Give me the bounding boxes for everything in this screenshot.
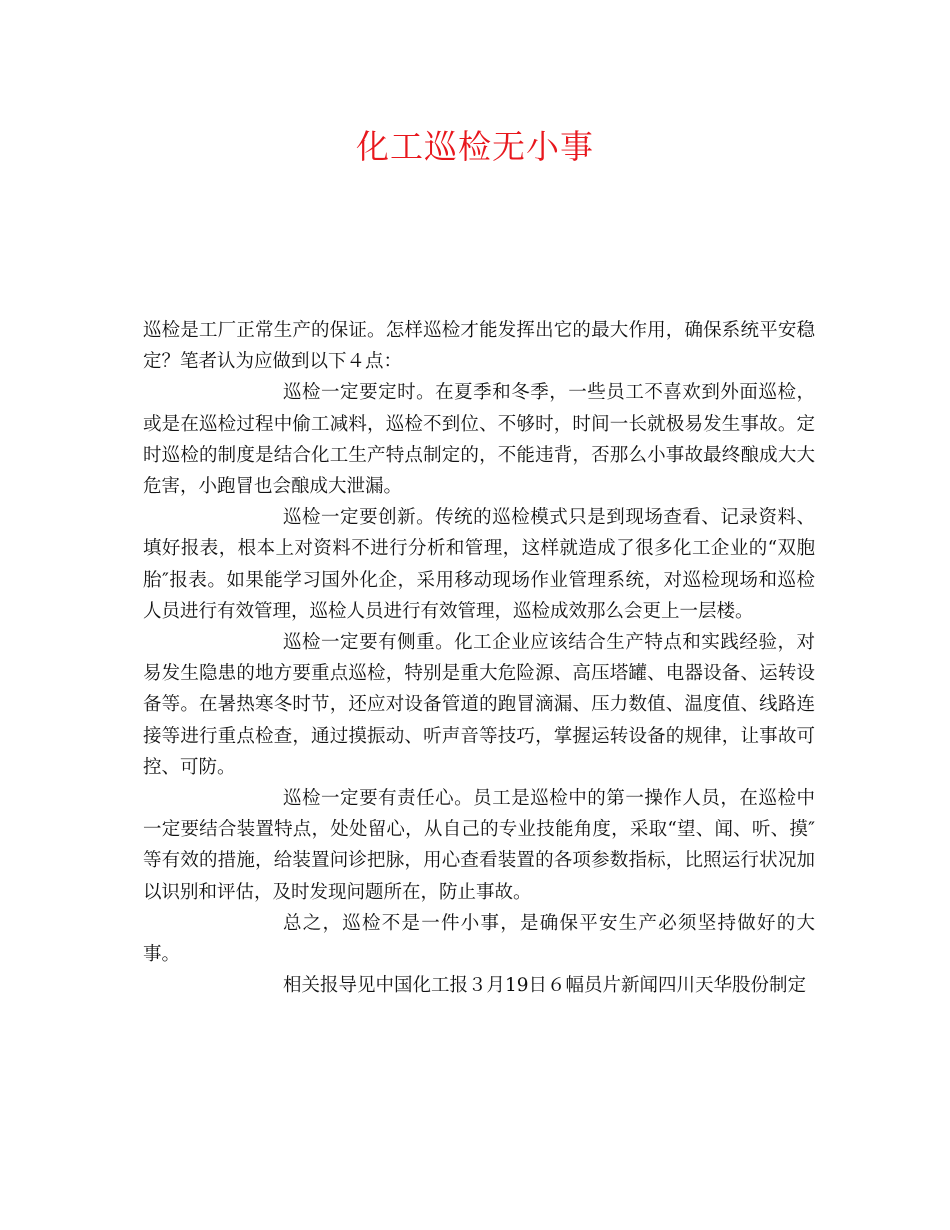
document-body: [143, 315, 815, 1001]
paragraph-timing: 巡检一定要定时。在夏季和冬季，一些员工不喜欢到外面巡检，或是在巡检过程中偷工减料，巡检不到位、不够时，时间一长就极易发生事故。定时巡检的制度是结合化工生产特点制定的，不能违背，否那么小事故最终酿成大大危害，小跑冒也会酿成大泄漏。: [143, 382, 815, 498]
document-title: 化工巡检无小事: [356, 127, 594, 166]
paragraph-responsibility: 巡检一定要有责任心。员工是巡检中的第一操作人员，在巡检中一定要结合装置特点，处处留心，从自己的专业技能角度，采取“望、闻、听、摸″等有效的措施，给装置问诊把脉，用心查看装置的各项参数指标，比照运行状况加以识别和评估，及时发现问题所在，防止事故。: [143, 788, 815, 903]
intro-paragraph: 巡检是工厂正常生产的保证。怎样巡检才能发挥出它的最大作用，确保系统平安稳定？笔者认为应做到以下４点：: [143, 320, 815, 373]
paragraph-conclusion: 总之，巡检不是一件小事，是确保平安生产必须坚持做好的大事。: [143, 912, 815, 966]
paragraph-focus: 巡检一定要有侧重。化工企业应该结合生产特点和实践经验，对易发生隐患的地方要重点巡检，特别是重大危险源、高压塔罐、电器设备、运转设备等。在暑热寒冬时节，还应对设备管道的跑冒滴漏、压力数值、温度值、线路连接等进行重点检查，通过摸振动、听声音等技巧，掌握运转设备的规律，让事故可控、可防。: [143, 632, 815, 778]
paragraph-innovation: 巡检一定要创新。传统的巡检模式只是到现场查看、记录资料、填好报表，根本上对资料不进行分析和管理，这样就造成了很多化工企业的“双胞胎″报表。如果能学习国外化企，采用移动现场作业管理系统，对巡检现场和巡检人员进行有效管理，巡检人员进行有效管理，巡检成效那么会更上一层楼。: [143, 507, 815, 622]
footer-note: 相关报导见中国化工报３月19日６幅员片新闻四川天华股份制定: [283, 975, 807, 997]
